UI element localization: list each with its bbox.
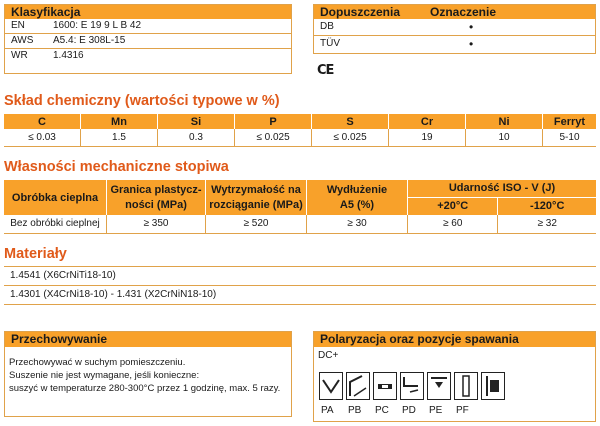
klasyfikacja-value: 1.4316 xyxy=(53,50,84,61)
sklad-value-cell: 10 xyxy=(466,129,543,146)
sklad-header-cell: P xyxy=(235,114,312,129)
materialy-item: 1.4541 (X6CrNiTi18-10) xyxy=(4,267,596,286)
klasyfikacja-value: A5.4: E 308L-15 xyxy=(53,35,126,46)
polaryzacja-title: Polaryzacja oraz pozycje spawania xyxy=(314,332,595,347)
header-granica-line2: ności (MPa) xyxy=(125,198,187,211)
welding-positions xyxy=(319,372,539,422)
klasyfikacja-label: WR xyxy=(11,50,28,61)
sklad-value-cell: 5-10 xyxy=(543,129,597,146)
przechowywanie-line: Przechowywać w suchym pomieszczeniu. xyxy=(9,357,186,368)
header-wydluzenie-line1: Wydłużenie xyxy=(326,183,388,196)
sklad-header-cell: S xyxy=(312,114,389,129)
wlasnosci-value-cell: ≥ 30 xyxy=(307,215,408,233)
dopuszczenia-mark: • xyxy=(469,37,474,51)
sklad-value-cell: 0.3 xyxy=(158,129,235,146)
header-granica-line1: Granica plastycz- xyxy=(110,183,202,196)
wlasnosci-value-cell: ≥ 520 xyxy=(206,215,307,233)
position-pg-icon xyxy=(481,372,505,400)
sklad-value-cell: ≤ 0.025 xyxy=(312,129,389,146)
wlasnosci-value-cell: Bez obróbki cieplnej xyxy=(4,215,107,233)
sklad-header-row xyxy=(4,114,596,129)
header-wytrzymalosc xyxy=(206,180,307,215)
header-temp-plus20: +20°C xyxy=(408,197,498,215)
header-temp-minus120: -120°C xyxy=(498,197,596,215)
wlasnosci-value-cell: ≥ 32 xyxy=(498,215,596,233)
ce-mark-icon: CE xyxy=(317,63,334,78)
klasyfikacja-value: 1600: E 19 9 L B 42 xyxy=(53,20,142,31)
przechowywanie-box xyxy=(4,331,292,417)
sklad-header-cell: C xyxy=(4,114,81,129)
sklad-header-cell: Si xyxy=(158,114,235,129)
wlasnosci-value-row xyxy=(4,215,596,233)
materialy-title: Materiały xyxy=(4,246,67,262)
position-pb-icon xyxy=(346,372,370,400)
position-label: PC xyxy=(375,405,389,416)
position-pe-icon xyxy=(427,372,451,400)
header-wydluzenie-line2: A5 (%) xyxy=(339,198,375,211)
sklad-header-cell: Cr xyxy=(389,114,466,129)
position-label: PA xyxy=(321,405,334,416)
wlasnosci-value-cell: ≥ 350 xyxy=(107,215,206,233)
position-pf-icon xyxy=(454,372,478,400)
materialy-item: 1.4301 (X4CrNi18-10) - 1.431 (X2CrNiN18-10) xyxy=(4,286,596,305)
dopuszczenia-row xyxy=(314,36,595,52)
dopuszczenia-label: TÜV xyxy=(320,38,340,49)
klasyfikacja-row xyxy=(5,49,291,63)
header-wydluzenie xyxy=(307,180,408,215)
klasyfikacja-title: Klasyfikacja xyxy=(5,5,291,19)
klasyfikacja-box xyxy=(4,4,292,74)
klasyfikacja-label: AWS xyxy=(11,35,34,46)
position-pa-icon xyxy=(319,372,343,400)
sklad-value-cell: 1.5 xyxy=(81,129,158,146)
position-pd-icon xyxy=(400,372,424,400)
dopuszczenia-mark: • xyxy=(469,20,474,34)
sklad-header-cell: Ni xyxy=(466,114,543,129)
wlasnosci-table xyxy=(4,180,596,234)
dopuszczenia-label: DB xyxy=(320,21,334,32)
klasyfikacja-label: EN xyxy=(11,20,25,31)
klasyfikacja-row xyxy=(5,34,291,49)
sklad-value-cell: 19 xyxy=(389,129,466,146)
sklad-value-cell: ≤ 0.025 xyxy=(235,129,312,146)
position-label: PF xyxy=(456,405,469,416)
sklad-header-cell: Ferryt xyxy=(543,114,597,129)
position-label: PD xyxy=(402,405,416,416)
przechowywanie-line: Suszenie nie jest wymagane, jeśli konieczne: xyxy=(9,370,200,381)
klasyfikacja-row xyxy=(5,19,291,34)
position-label: PE xyxy=(429,405,443,416)
sklad-value-row xyxy=(4,129,596,146)
sklad-title: Skład chemiczny (wartości typowe w %) xyxy=(4,93,280,109)
dopuszczenia-row xyxy=(314,19,595,36)
dopuszczenia-header: Dopuszczenia xyxy=(320,5,401,19)
sklad-header-cell: Mn xyxy=(81,114,158,129)
materialy-list xyxy=(4,266,596,305)
header-wytrzymalosc-line1: Wytrzymałość na xyxy=(211,183,301,196)
oznaczenie-header: Oznaczenie xyxy=(430,5,497,19)
sklad-table xyxy=(4,114,596,147)
sklad-value-cell: ≤ 0.03 xyxy=(4,129,81,146)
header-wytrzymalosc-line2: rozciąganie (MPa) xyxy=(209,198,303,211)
position-label: PB xyxy=(348,405,362,416)
header-obrobka: Obróbka cieplna xyxy=(4,180,107,215)
przechowywanie-title: Przechowywanie xyxy=(5,332,291,347)
przechowywanie-line: suszyć w temperaturze 280-300°C przez 1 godzinę, max. 5 razy. xyxy=(9,383,281,394)
header-granica xyxy=(107,180,206,215)
dopuszczenia-box xyxy=(313,4,596,54)
wlasnosci-value-cell: ≥ 60 xyxy=(408,215,498,233)
header-udarnosc: Udarność ISO - V (J) xyxy=(408,180,597,197)
position-pc-icon xyxy=(373,372,397,400)
wlasnosci-title: Własności mechaniczne stopiwa xyxy=(4,159,229,175)
polaryzacja-value: DC+ xyxy=(318,350,339,361)
